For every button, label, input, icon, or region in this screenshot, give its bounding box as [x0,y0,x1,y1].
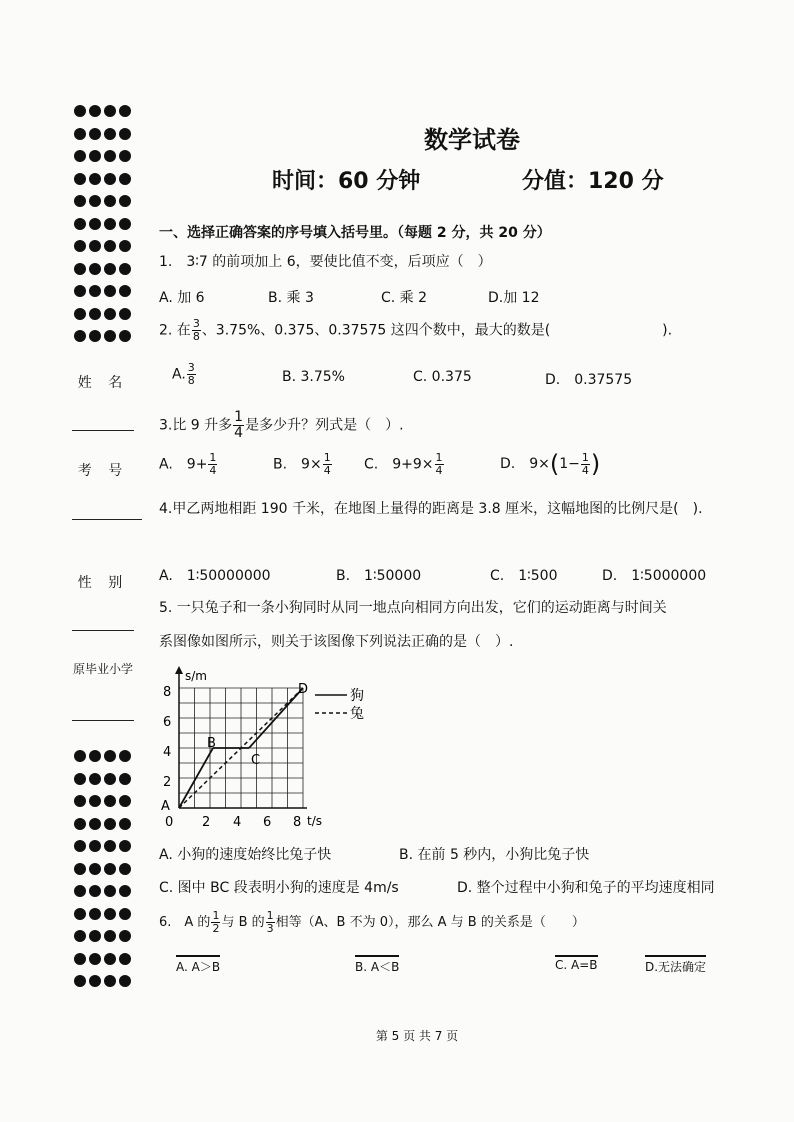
dot-row [74,325,134,348]
y-tick-2: 2 [163,775,172,790]
dot [74,818,86,830]
dot [119,930,131,942]
exam-number-label: 考 号 [77,463,129,479]
q4-option-d: D. 1∶5000000 [602,568,707,584]
dot [89,105,101,117]
dot [89,173,101,185]
dot-row [74,970,134,993]
dot-row [74,213,134,236]
dot [89,908,101,920]
y-axis-label: s/m [185,669,207,683]
dot [119,795,131,807]
dot [119,195,131,207]
dot [104,795,116,807]
q2-fraction: $\frac{3}{8}$ [192,317,200,343]
dot [104,240,116,252]
bottom-dot-column [74,745,134,993]
legend-dog-label: 狗 [350,688,364,704]
dot [104,773,116,785]
dot [74,173,86,185]
dot-row [74,903,134,926]
q3-option-b: B. 9× $\frac{1}{4}$ [273,451,331,477]
q1-stem: 1. 3∶7 的前项加上 6，要使比值不变，后项应（ ） [159,254,492,270]
dot-row [74,303,134,326]
q2-option-b: B. 3.75% [282,369,345,385]
dot-row [74,925,134,948]
q3-option-a: A. 9+ $\frac{1}{4}$ [159,451,217,477]
y-tick-6: 6 [163,715,172,730]
dot [89,795,101,807]
dot [89,195,101,207]
dot-row [74,880,134,903]
dot-row [74,190,134,213]
dot [74,930,86,942]
dot [119,105,131,117]
dot [104,885,116,897]
dot [104,173,116,185]
dot [119,953,131,965]
dot [74,885,86,897]
dot [119,263,131,275]
q4-option-a: A. 1∶50000000 [159,568,271,584]
exam-time: 时间：60 分钟 [272,169,421,194]
q6-stem: 6. A 的 $\frac{1}{2}$ 与 B 的 $\frac{1}{3}$ 相等（A、B 不为 0），那么 A 与 B 的关系是（ ） [159,909,585,935]
dot [119,908,131,920]
dot-row [74,858,134,881]
dot-row [74,813,134,836]
dot-row [74,745,134,768]
dot [74,263,86,275]
dot [74,750,86,762]
dot [74,795,86,807]
page-footer: 第 5 页 共 7 页 [375,1029,459,1043]
q6-option-d: D.无法确定 [645,955,706,975]
dot-row [74,235,134,258]
dot [104,953,116,965]
y-axis-arrow [175,666,183,674]
q3-stem: 3.比 9 升多 $\frac{1}{4}$ 是多少升？列式是（ ）. [159,409,404,441]
q3-option-c: C. 9+9× $\frac{1}{4}$ [364,451,443,477]
dot [89,840,101,852]
q1-option-a: A. 加 6 [159,290,205,306]
dot [104,908,116,920]
dot [89,930,101,942]
dot [89,818,101,830]
q5-stem-line2: 系图像如图所示，则关于该图像下列说法正确的是（ ）. [159,634,514,650]
q5-option-c: C. 图中 BC 段表明小狗的速度是 4m/s [159,880,399,896]
dot [74,773,86,785]
gender-label: 性 别 [77,575,129,591]
x-tick-4: 4 [233,815,242,830]
dot [74,308,86,320]
dot [89,975,101,987]
q5-option-a: A. 小狗的速度始终比兔子快 [159,847,332,863]
q2-option-a: A. $\frac{3}{8}$ [172,361,195,387]
name-label: 姓 名 [77,375,129,391]
school-line [72,720,134,721]
legend-rabbit-label: 兔 [350,706,364,722]
dot-row [74,948,134,971]
dot [104,863,116,875]
dot [89,953,101,965]
point-b-label: B [207,736,216,751]
dot [74,105,86,117]
name-line [72,430,134,431]
dot [119,885,131,897]
point-c-label: C [251,753,261,768]
q4-option-b: B. 1∶50000 [336,568,422,584]
q2-stem-pre: 2. 在 [159,322,191,339]
page-title: 数学试卷 [424,126,520,154]
dot-row [74,768,134,791]
q6-option-b: B. A＜B [355,955,399,975]
dot [119,308,131,320]
q6-option-c: C. A=B [555,955,598,972]
dot-row [74,258,134,281]
q2-stem [159,318,672,343]
q1-option-b: B. 乘 3 [268,290,314,306]
dot [104,263,116,275]
dot [104,105,116,117]
point-a-label: A [161,799,170,814]
dot [119,975,131,987]
q2-stem-post: 、3.75%、0.375、0.37575 这四个数中，最大的数是( ). [201,322,673,339]
q6-option-a: A. A＞B [176,955,220,975]
q1-option-c: C. 乘 2 [381,290,428,306]
dot [104,840,116,852]
dot [89,240,101,252]
dot [89,330,101,342]
dot [104,330,116,342]
q5-option-b: B. 在前 5 秒内，小狗比兔子快 [399,847,590,863]
dot [89,308,101,320]
dot-row [74,835,134,858]
q3-option-d: D. 9×(1− $\frac{1}{4}$ ) [500,450,601,478]
dot [74,908,86,920]
x-tick-2: 2 [202,815,211,830]
x-tick-8: 8 [293,815,302,830]
q5-stem-line1: 5. 一只兔子和一条小狗同时从同一地点向相同方向出发，它们的运动距离与时间关 [159,600,667,616]
dot [74,218,86,230]
distance-time-graph [155,660,385,835]
dot [74,330,86,342]
dot [104,750,116,762]
dot [104,930,116,942]
dot [119,773,131,785]
x-tick-6: 6 [263,815,272,830]
x-tick-0: 0 [165,815,174,830]
dot [104,195,116,207]
dot [74,240,86,252]
dot [104,818,116,830]
q4-option-c: C. 1∶500 [490,568,558,584]
dot [89,863,101,875]
y-tick-8: 8 [163,685,172,700]
dot [104,285,116,297]
dot [119,218,131,230]
dot [104,218,116,230]
dot [89,885,101,897]
dot [89,773,101,785]
dot [74,285,86,297]
dot [119,285,131,297]
dot [104,975,116,987]
exam-score: 分值：120 分 [522,169,664,194]
dot [119,818,131,830]
dot [119,750,131,762]
dot [89,218,101,230]
dot [119,330,131,342]
x-axis-label: t/s [307,814,322,828]
dot [74,953,86,965]
y-tick-4: 4 [163,745,172,760]
dot [89,750,101,762]
exam-number-line [72,519,142,520]
dot [74,975,86,987]
dot [119,240,131,252]
dot [89,285,101,297]
dot [119,840,131,852]
gender-line [72,630,134,631]
dot [104,308,116,320]
dot [89,263,101,275]
q4-stem: 4.甲乙两地相距 190 千米，在地图上量得的距离是 3.8 厘米，这幅地图的比例尺是( ). [159,501,703,517]
dot [119,173,131,185]
dot [74,840,86,852]
school-label: 原毕业小学 [72,662,133,676]
q2-option-c: C. 0.375 [413,369,472,385]
dot-row [74,168,134,191]
q1-option-d: D.加 12 [488,290,540,306]
q2-option-d: D. 0.37575 [545,372,633,388]
dot-row [74,790,134,813]
dot [119,863,131,875]
point-d-label: D [298,682,309,697]
dot [74,863,86,875]
dot [74,195,86,207]
section-heading: 一、选择正确答案的序号填入括号里。（每题 2 分，共 20 分） [159,225,551,241]
q5-option-d: D. 整个过程中小狗和兔子的平均速度相同 [457,880,715,896]
dot-row [74,280,134,303]
